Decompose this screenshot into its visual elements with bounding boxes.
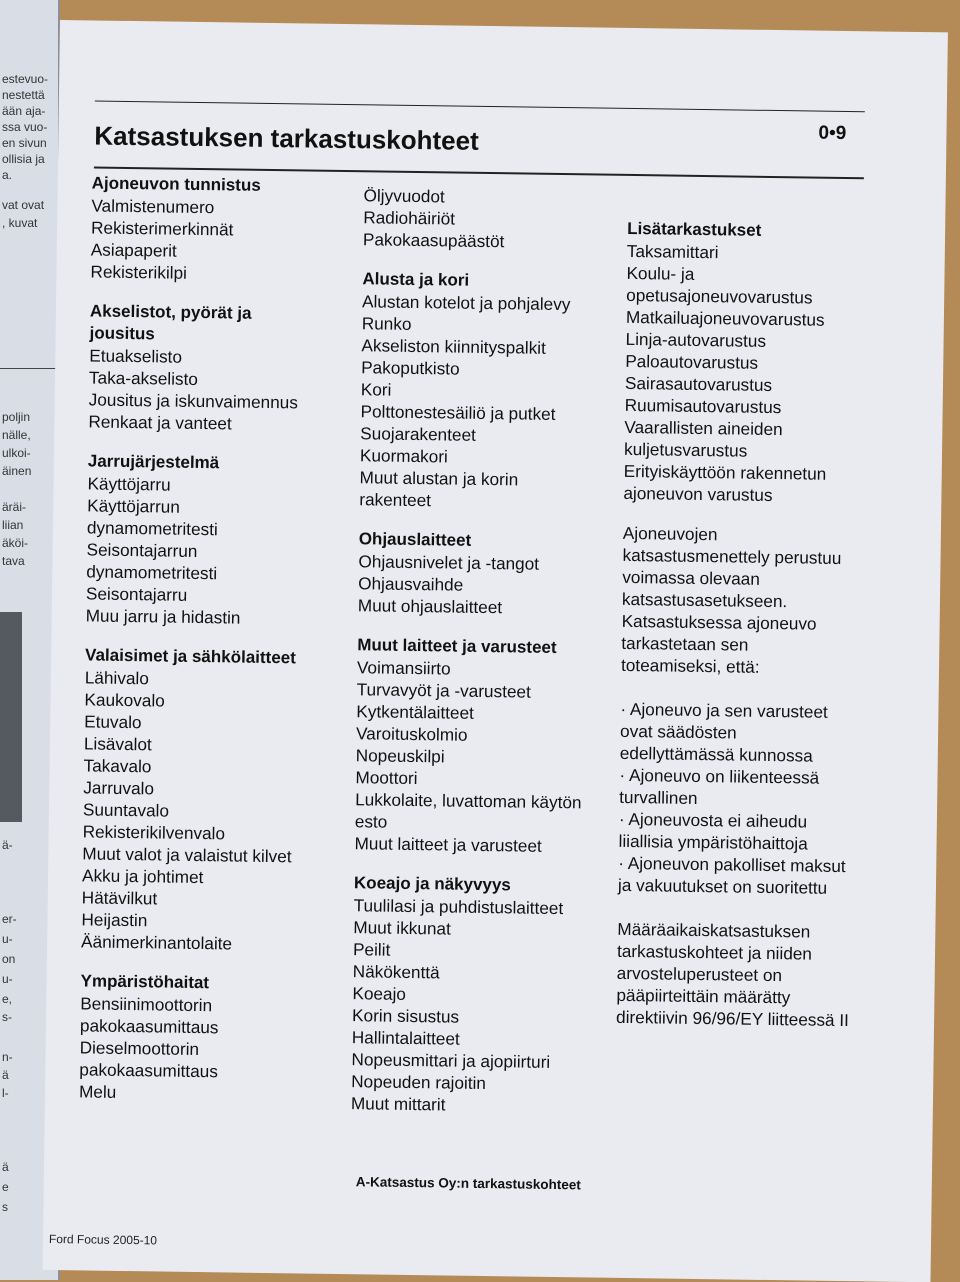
- previous-page-text: tava: [2, 554, 25, 568]
- list-item: Alustan kotelot ja pohjalevy: [361, 291, 571, 315]
- list-item: Taksamittari: [626, 240, 719, 263]
- list-item: Radiohäiriöt: [363, 207, 456, 229]
- section-ymparistohaitat: [79, 970, 341, 1106]
- list-item: Suuntavalo: [82, 799, 170, 821]
- list-item: Valmistenumero: [91, 195, 215, 218]
- list-item: Etuvalo: [84, 711, 142, 733]
- previous-page-text: , kuvat: [2, 216, 38, 230]
- section-heading: Muut laitteet ja varusteet: [357, 635, 557, 657]
- section-ohjauslaitteet: [358, 528, 619, 620]
- list-item: Hallintalaitteet: [351, 1027, 460, 1049]
- previous-page-text: ä-: [2, 838, 13, 852]
- previous-page-text: l-: [2, 1086, 9, 1100]
- previous-page-text: poljin: [2, 410, 31, 424]
- section-heading: Lisätarkastukset: [627, 218, 762, 240]
- list-item: Matkailuajoneuvovarustus: [625, 306, 825, 330]
- section-alusta-ja-kori: [359, 268, 622, 514]
- list-item: Lisävalot: [83, 733, 152, 755]
- list-item: Kaukovalo: [84, 689, 165, 711]
- list-item: Muut ohjauslaitteet: [357, 595, 503, 618]
- list-item: Pakokaasupäästöt: [362, 229, 505, 252]
- previous-page-text: ssa vuo-: [2, 120, 48, 134]
- list-item: Takavalo: [83, 755, 152, 777]
- list-item: Muut ikkunat: [353, 917, 451, 939]
- list-item: Rekisterikilpi: [90, 261, 188, 283]
- previous-page-text: s: [2, 1200, 8, 1214]
- previous-page-text: a.: [2, 168, 13, 182]
- previous-page-text: liian: [2, 518, 24, 532]
- previous-page-text: u-: [2, 972, 13, 986]
- bullet-item: · Ajoneuvosta ei aiheudu liiallisia ympäristöhaittoja: [618, 808, 808, 854]
- previous-page-text: e: [2, 1180, 9, 1194]
- list-item: Muu jarru ja hidastin: [85, 605, 241, 628]
- list-item: Seisontajarrun dynamometritesti: [86, 539, 218, 584]
- top-rule: [95, 100, 865, 112]
- list-item: Heijastin: [81, 909, 148, 931]
- intro-paragraph: Ajoneuvojen katsastusmenettely perustuu voimassa olevaan katsastusasetukseen. Katsastuksessa ajoneuvo tarkastetaan sen toteamiseksi, että:: [620, 522, 842, 677]
- section-ajoneuvon-tunnistus: [90, 172, 352, 286]
- previous-page-text: äräi-: [2, 500, 27, 514]
- list-item: Rekisterimerkinnät: [90, 217, 234, 240]
- list-item: Dieselmoottorin pakokaasumittaus: [79, 1037, 219, 1082]
- previous-page-text: e,: [2, 992, 13, 1006]
- list-item: Renkaat ja vanteet: [88, 411, 232, 434]
- list-item: Käyttöjarrun dynamometritesti: [86, 495, 218, 540]
- document-page: [43, 20, 948, 1282]
- page-footer: Ford Focus 2005-10: [48, 1231, 158, 1248]
- bullet-item: · Ajoneuvon pakolliset maksut ja vakuutukset on suoritettu: [617, 852, 846, 898]
- list-item: Ohjausnivelet ja -tangot: [358, 551, 540, 574]
- page-number: 0•9: [818, 122, 847, 144]
- bullet-list: [618, 698, 853, 899]
- page-title: Katsastuksen tarkastuskohteet: [94, 120, 479, 156]
- bullet-item: · Ajoneuvo ja sen varusteet ovat säädösten edellyttämässä kunnossa: [619, 698, 828, 766]
- previous-page-text: äköi-: [2, 536, 29, 550]
- list-item: Lähivalo: [84, 667, 149, 689]
- list-item: Nopeuden rajoitin: [351, 1071, 487, 1094]
- section-muut-laitteet: [354, 634, 617, 858]
- list-item: Voimansiirto: [356, 657, 451, 679]
- list-item: Jarruvalo: [83, 777, 155, 799]
- list-item: Bensiinimoottorin pakokaasumittaus: [79, 993, 219, 1038]
- section-heading: Akselistot, pyörät ja jousitus: [89, 301, 252, 344]
- previous-page-photo: [0, 612, 22, 822]
- list-item: Ruumisautovarustus: [624, 394, 782, 418]
- list-item: Kuormakori: [359, 445, 448, 467]
- list-item: Äänimerkinantolaite: [80, 931, 233, 954]
- previous-page-text: ä: [2, 1160, 9, 1174]
- previous-page-text: nälle,: [2, 428, 31, 442]
- list-item: Suojarakenteet: [360, 423, 477, 445]
- list-item: Nopeuskilpi: [355, 745, 445, 767]
- list-item: Hätävilkut: [81, 887, 158, 909]
- section-jarrujarjestelma: [86, 450, 348, 630]
- previous-page-text: ollisia ja: [2, 152, 45, 166]
- section-heading: Ohjauslaitteet: [358, 529, 472, 550]
- list-item: Moottori: [355, 767, 418, 789]
- section-heading: Alusta ja kori: [362, 269, 470, 290]
- list-item: Öljyvuodot: [363, 185, 445, 207]
- section-koeajo: [351, 872, 614, 1118]
- previous-page-text: er-: [2, 912, 17, 926]
- section-heading: Jarrujärjestelmä: [87, 451, 220, 473]
- list-item: Erityiskäyttöön rakennetun ajoneuvon varustus: [623, 460, 827, 505]
- list-item: Melu: [78, 1081, 117, 1102]
- list-item: Sairasautovarustus: [624, 372, 773, 395]
- column-left: [79, 172, 352, 1124]
- previous-page-text: s-: [2, 1010, 12, 1024]
- list-item: Koeajo: [352, 983, 407, 1004]
- section-heading: Ajoneuvon tunnistus: [91, 173, 261, 195]
- list-item: Muut valot ja valaistut kilvet: [82, 843, 292, 867]
- list-item: Ohjausvaihde: [358, 573, 464, 595]
- list-item: Seisontajarru: [85, 583, 188, 605]
- section-valaisimet: [81, 644, 345, 956]
- bullet-item: · Ajoneuvo on liikenteessä turvallinen: [619, 764, 820, 808]
- previous-page-text: estevuo-: [2, 72, 49, 86]
- list-item: Kytkentälaitteet: [356, 701, 475, 723]
- list-item: Turvavyöt ja -varusteet: [356, 679, 531, 702]
- list-item: Tuulilasi ja puhdistuslaitteet: [353, 895, 564, 919]
- list-item: Jousitus ja iskunvaimennus: [88, 389, 299, 413]
- closing-paragraph: Määräaikaiskatsastuksen tarkastuskohteet ja niiden arvosteluperusteet on pääpiirteittäin määrätty direktiivin 96/96/EY liitteessä II: [615, 918, 850, 1031]
- previous-page-text: ä: [2, 1068, 9, 1082]
- section-heading: Ympäristöhaitat: [80, 971, 210, 993]
- section-heading: Koeajo ja näkyvyys: [353, 873, 511, 895]
- section-lisatarkastukset: [623, 218, 877, 507]
- list-item: Asiapaperit: [90, 239, 177, 261]
- column-right: [616, 218, 878, 1053]
- previous-page-text: n-: [2, 1050, 13, 1064]
- previous-page-rule: [0, 368, 58, 369]
- list-item: Akku ja johtimet: [81, 865, 204, 888]
- previous-page-text: nestettä: [2, 88, 45, 102]
- previous-page-text: ulkoi-: [2, 446, 31, 460]
- list-item: Pakoputkisto: [361, 357, 460, 379]
- previous-page-text: ään aja-: [2, 104, 46, 118]
- list-item: Polttonestesäiliö ja putket: [360, 401, 556, 424]
- list-item: Näkökenttä: [352, 961, 440, 983]
- section-akselistot: [88, 300, 350, 436]
- list-item: Muut alustan ja korin rakenteet: [359, 467, 519, 511]
- list-item: Nopeusmittari ja ajopiirturi: [351, 1049, 551, 1072]
- list-item: Rekisterikilvenvalo: [82, 821, 226, 844]
- list-item: Akseliston kiinnityspalkit: [361, 335, 546, 358]
- section-heading: Valaisimet ja sähkölaitteet: [85, 645, 296, 668]
- figure-caption: A-Katsastus Oy:n tarkastuskohteet: [355, 1174, 581, 1193]
- list-item: Peilit: [352, 939, 391, 960]
- list-item: Etuakselisto: [89, 345, 183, 367]
- list-item: Kori: [360, 379, 392, 400]
- previous-page-text: vat ovat: [2, 198, 45, 212]
- list-item: Taka-akselisto: [88, 367, 199, 389]
- list-item: Käyttöjarru: [87, 473, 171, 495]
- previous-page-text: äinen: [2, 464, 32, 478]
- list-item: Muut laitteet ja varusteet: [354, 833, 542, 856]
- previous-page-text: en sivun: [2, 136, 47, 150]
- section-continued: [363, 184, 624, 254]
- list-item: Varoituskolmio: [355, 723, 468, 745]
- list-item: Korin sisustus: [351, 1005, 460, 1027]
- list-item: Linja-autovarustus: [625, 328, 767, 351]
- list-item: Paloautovarustus: [625, 350, 759, 373]
- list-item: Muut mittarit: [350, 1093, 446, 1115]
- list-item: Vaarallisten aineiden kuljetusvarustus: [623, 416, 783, 461]
- list-item: Lukkolaite, luvattoman käytön esto: [354, 789, 582, 832]
- list-item: Runko: [361, 313, 412, 334]
- previous-page-text: u-: [2, 932, 13, 946]
- list-item: Koulu- ja opetusajoneuvovarustus: [626, 262, 813, 308]
- previous-page-text: on: [2, 952, 16, 966]
- column-middle: [351, 184, 624, 1136]
